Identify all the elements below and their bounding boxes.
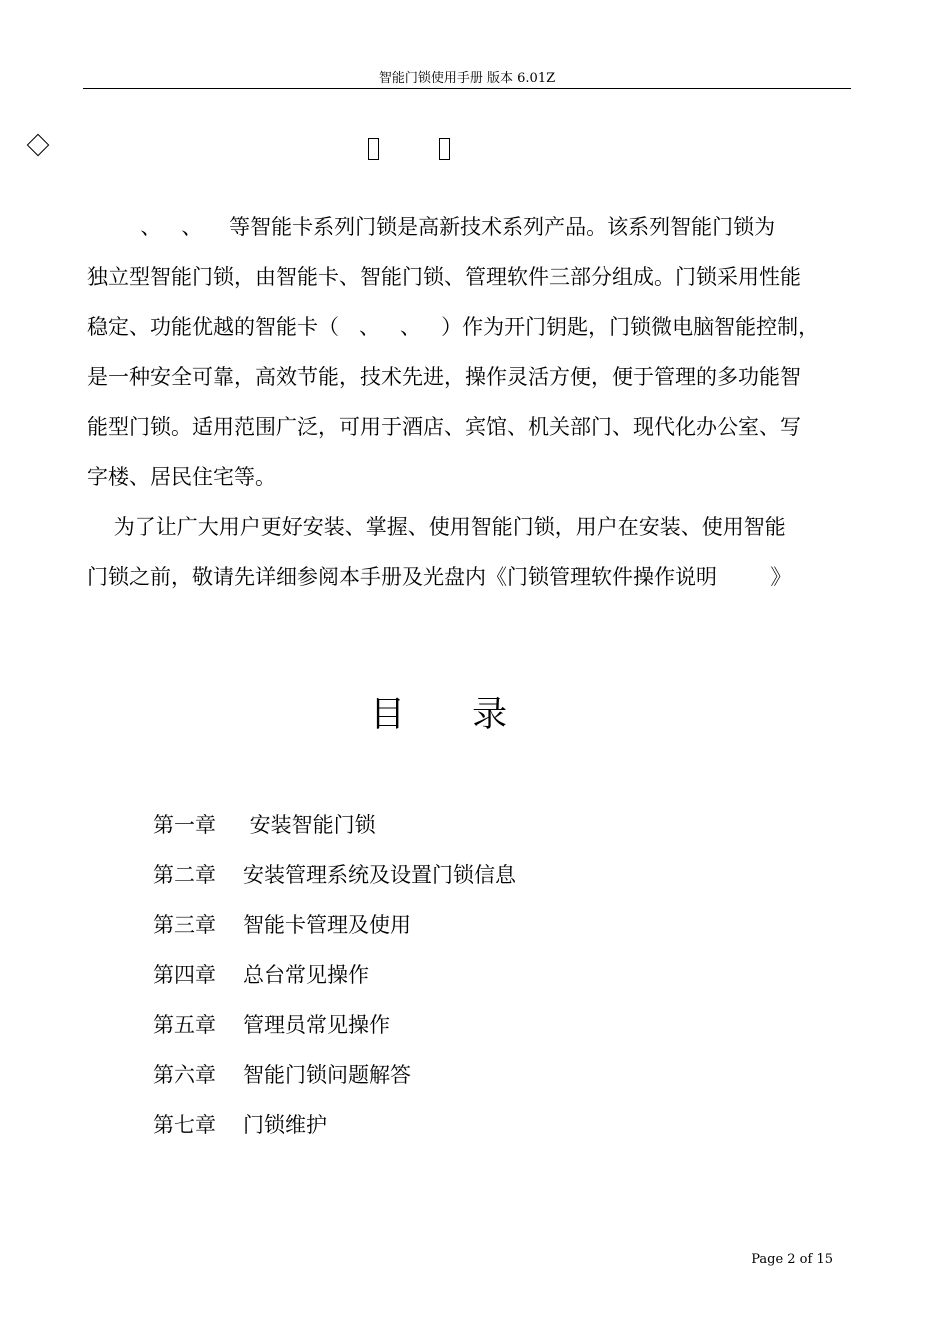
table-of-contents: [153, 800, 516, 1150]
toc-item[interactable]: [153, 850, 516, 900]
diamond-icon: [27, 134, 50, 157]
toc-chapter: 第一章: [153, 813, 216, 837]
toc-chapter-title: 智能门锁问题解答: [243, 1063, 411, 1087]
missing-glyph-box-2: [439, 138, 450, 160]
text-line: 能型门锁。适用范围广泛，可用于酒店、宾馆、机关部门、现代化办公室、写: [87, 415, 801, 439]
toc-chapter: 第七章: [153, 1113, 216, 1137]
toc-item[interactable]: [153, 1100, 516, 1150]
toc-chapter: 第四章: [153, 963, 216, 987]
text-line: 、 、 等智能卡系列门锁是高新技术系列产品。该系列智能门锁为: [87, 215, 776, 239]
toc-chapter-title: 总台常见操作: [243, 963, 369, 987]
toc-chapter: 第二章: [153, 863, 216, 887]
text-line: 稳定、功能优越的智能卡（ 、 、 ）作为开门钥匙，门锁微电脑智能控制，: [87, 315, 820, 339]
text-line: 为了让广大用户更好安装、掌握、使用智能门锁，用户在安装、使用智能: [87, 515, 786, 539]
toc-chapter-title: 门锁维护: [243, 1113, 327, 1137]
header-rule: [83, 88, 851, 89]
preface-paragraph-2: [87, 502, 852, 602]
toc-item[interactable]: [153, 1000, 516, 1050]
toc-chapter-title: 智能卡管理及使用: [243, 913, 411, 937]
text-line: 独立型智能门锁，由智能卡、智能门锁、管理软件三部分组成。门锁采用性能: [87, 265, 801, 289]
text-line: 门锁之前，敬请先详细参阅本手册及光盘内《门锁管理软件操作说明 》: [87, 565, 792, 589]
page-number: Page 2 of 15: [751, 1252, 833, 1267]
toc-item[interactable]: [153, 950, 516, 1000]
toc-chapter-title: 安装管理系统及设置门锁信息: [243, 863, 516, 887]
toc-chapter: 第三章: [153, 913, 216, 937]
text-line: 是一种安全可靠，高效节能，技术先进，操作灵活方便，便于管理的多功能智: [87, 365, 801, 389]
text-line: 字楼、居民住宅等。: [87, 465, 276, 489]
toc-item[interactable]: [153, 1050, 516, 1100]
toc-chapter: 第六章: [153, 1063, 216, 1087]
toc-chapter-title: 管理员常见操作: [243, 1013, 390, 1037]
running-header: 智能门锁使用手册 版本 6.01Z: [378, 71, 556, 86]
missing-glyph-box-1: [368, 138, 379, 160]
toc-item[interactable]: [153, 800, 516, 850]
toc-chapter: 第五章: [153, 1013, 216, 1037]
toc-chapter-title: 安装智能门锁: [243, 813, 376, 837]
toc-item[interactable]: [153, 900, 516, 950]
preface-paragraph-1: [87, 202, 852, 502]
toc-title: 目 录: [370, 695, 536, 735]
